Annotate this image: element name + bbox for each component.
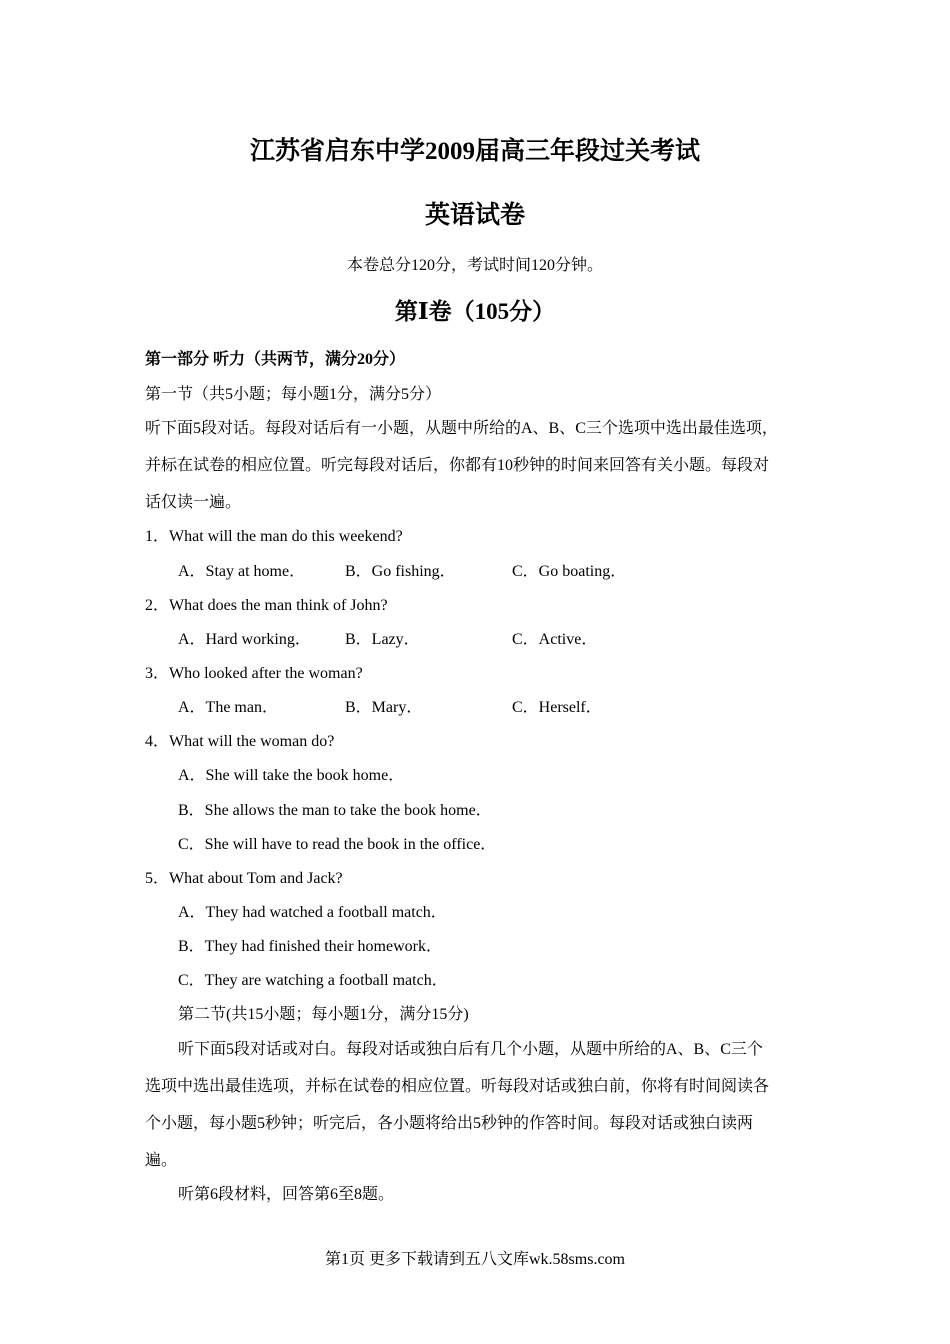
question-3-stem: 3．Who looked after the woman? (145, 665, 363, 682)
question-5-option-c: C．They are watching a football match． (178, 972, 448, 989)
question-1-option-a: A．Stay at home． (178, 563, 306, 580)
question-5-option-b: B．They had finished their homework． (178, 938, 442, 955)
question-4-option-a: A．She will take the book home． (178, 767, 405, 784)
question-4-option-b: B．She allows the man to take the book home． (178, 802, 492, 819)
page-footer: 第1页 更多下载请到五八文库wk.58sms.com (324, 1251, 625, 1268)
question-5-stem: 5．What about Tom and Jack? (145, 870, 343, 887)
question-3-option-c: C．Herself． (512, 699, 602, 716)
question-3-option-a: A．The man． (178, 699, 278, 716)
section2-instructions-line2: 选项中选出最佳选项，并标在试卷的相应位置。听每段对话或独白前，你将有时间阅读各 (145, 1078, 770, 1095)
question-1-option-b: B．Go fishing． (345, 563, 456, 580)
section1-heading: 第一节（共5小题；每小题1分，满分5分） (145, 386, 442, 403)
exam-subtitle: 英语试卷 (424, 202, 525, 229)
question-4-stem: 4．What will the woman do? (145, 733, 335, 750)
question-4-option-c: C．She will have to read the book in the office． (178, 836, 497, 853)
question-3-option-b: B．Mary． (345, 699, 423, 716)
question-2-stem: 2．What does the man think of John? (145, 597, 388, 614)
section2-instructions-line3: 个小题，每小题5秒钟；听完后，各小题将给出5秒钟的作答时间。每段对话或独白读两 (145, 1115, 754, 1132)
section1-instructions-line2: 并标在试卷的相应位置。听完每段对话后，你都有10秒钟的时间来回答有关小题。每段对 (145, 457, 770, 474)
exam-info: 本卷总分120分，考试时间120分钟。 (346, 257, 603, 274)
section2-material: 听第6段材料，回答第6至8题。 (178, 1186, 395, 1203)
question-1-stem: 1．What will the man do this weekend? (145, 528, 403, 545)
question-2-option-a: A．Hard working． (178, 631, 311, 648)
question-2-option-c: C．Active． (512, 631, 598, 648)
section1-instructions-line3: 话仅读一遍。 (145, 494, 242, 511)
section2-instructions-line1: 听下面5段对话或对白。每段对话或独白后有几个小题，从题中所给的A、B、C三个 (178, 1041, 763, 1058)
question-5-option-a: A．They had watched a football match． (178, 904, 447, 921)
question-1-option-c: C．Go boating． (512, 563, 627, 580)
question-2-option-b: B．Lazy． (345, 631, 420, 648)
volume-heading: 第Ⅰ卷（105分） (394, 299, 556, 324)
section2-heading: 第二节(共15小题；每小题1分，满分15分) (178, 1006, 469, 1023)
part1-heading: 第一部分 听力（共两节，满分20分） (145, 351, 406, 368)
section1-instructions-line1: 听下面5段对话。每段对话后有一小题，从题中所给的A、B、C三个选项中选出最佳选项， (145, 420, 778, 437)
exam-title: 江苏省启东中学2009届高三年段过关考试 (249, 138, 700, 165)
section2-instructions-line4: 遍。 (145, 1152, 178, 1169)
